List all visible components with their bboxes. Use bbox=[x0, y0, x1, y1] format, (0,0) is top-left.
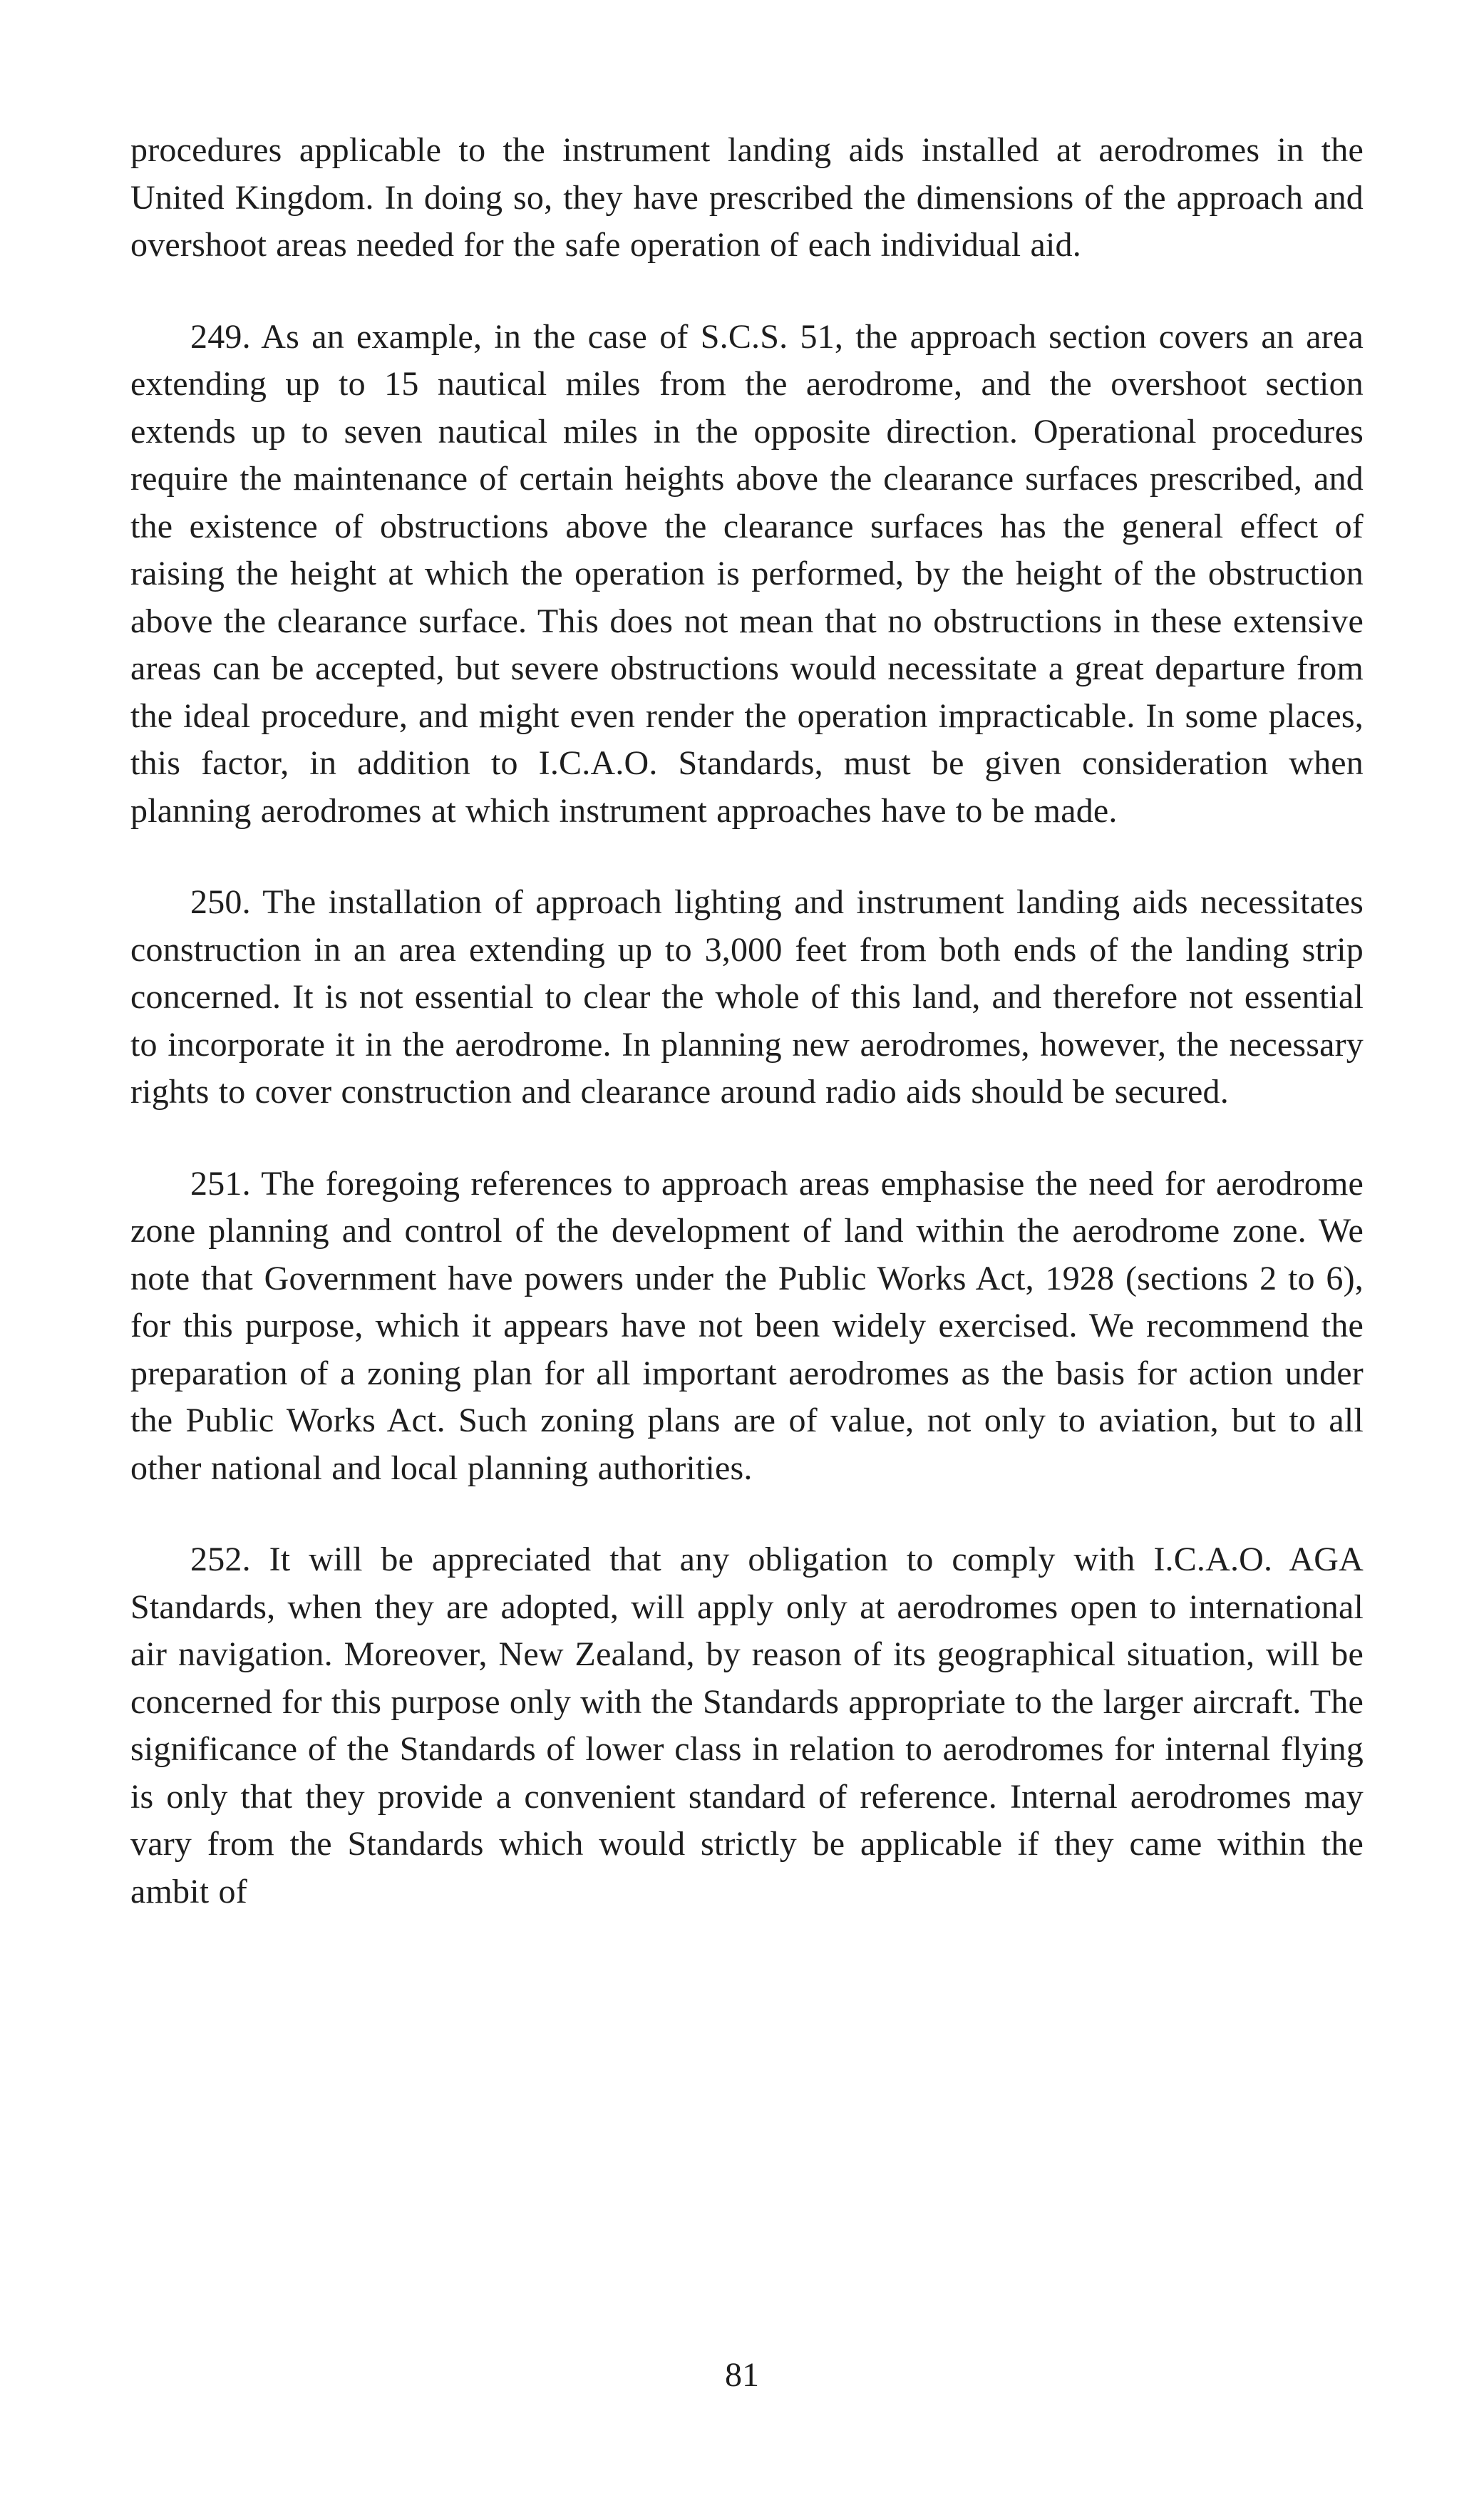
paragraph-251: 251. The foregoing references to approach areas emphasise the need for aerodrome zone planning and control of the development of land within the aerodrome zone. We note that Government have powers under the Public Works Act, 1928 (sections 2 to 6), for this purpose, which it appears have not been widely exercised. We recommend the preparation of a zoning plan for all important aerodromes as the basis for action under the Public Works Act. Such zoning plans are of value, not only to aviation, but to all other national and local planning authorities. bbox=[130, 1164, 1364, 1487]
document-page bbox=[130, 127, 1364, 1960]
paragraph-252: 252. It will be appreciated that any obligation to comply with I.C.A.O. AGA Standards, when they are adopted, will apply only at aerodromes open to international air navigation. Moreover, New Zealand, by reason of its geographical situation, will be concerned for this purpose only with the Standards appropriate to the larger aircraft. The significance of the Standards of lower class in relation to aerodromes for internal flying is only that they provide a convenient standard of reference. Internal aerodromes may vary from the Standards which would strictly be applicable if they came within the ambit of bbox=[130, 1541, 1364, 1910]
page-number: 81 bbox=[725, 2356, 759, 2394]
paragraph-continuation: procedures applicable to the instrument landing aids installed at aerodromes in the United Kingdom. In doing so, they have prescribed the dimensions of the approach and overshoot areas needed for the safe operation of each individual aid. bbox=[130, 131, 1364, 264]
paragraph-250: 250. The installation of approach lighting and instrument landing aids necessitates construction in an area extending up to 3,000 feet from both ends of the landing strip concerned. It is not essential to clear the whole of this land, and therefore not essential to incorporate it in the aerodrome. In planning new aerodromes, however, the necessary rights to cover construction and clearance around radio aids should be secured. bbox=[130, 883, 1364, 1111]
paragraph-249: 249. As an example, in the case of S.C.S. 51, the approach section covers an area extending up to 15 nautical miles from the aerodrome, and the overshoot section extends up to seven nautical miles in the opposite direction. Operational procedures require the maintenance of certain heights above the clearance surfaces prescribed, and the existence of obstructions above the clearance surfaces has the general effect of raising the height at which the operation is performed, by the height of the obstruction above the clearance surface. This does not mean that no obstructions in these extensive areas can be accepted, but severe obstructions would necessitate a great departure from the ideal procedure, and might even render the operation impracticable. In some places, this factor, in addition to I.C.A.O. Standards, must be given consideration when planning aerodromes at which instrument approaches have to be made. bbox=[130, 317, 1364, 830]
